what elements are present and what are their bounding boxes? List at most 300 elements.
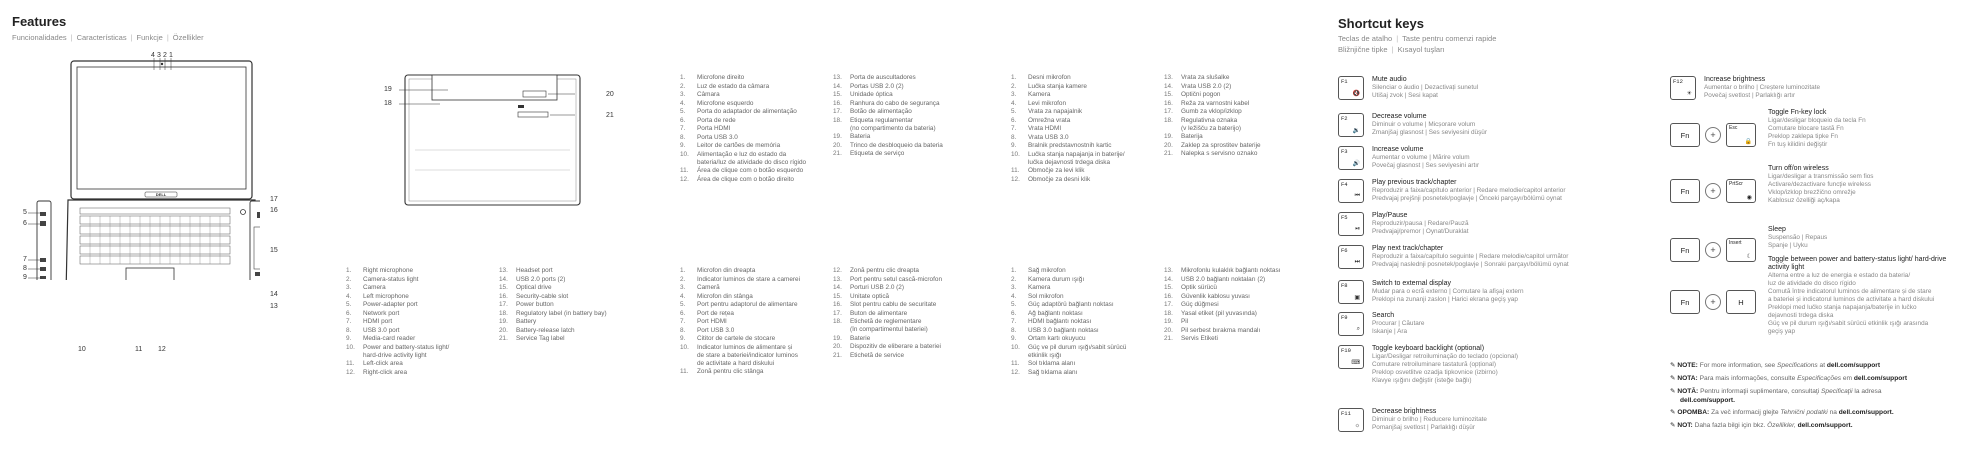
sleep-icon: ☾ xyxy=(1746,254,1752,260)
list-item-line: lučka dejavnosti trdega diska xyxy=(1028,158,1111,166)
list-item-line: Güç adaptörü bağlantı noktası xyxy=(1028,301,1114,308)
subtitle-separator: | xyxy=(166,33,169,42)
list-item-line: Zaklep za sprostitev baterije xyxy=(1181,141,1261,149)
key-f4[interactable] xyxy=(1338,179,1364,203)
list-item-number: 3. xyxy=(680,284,686,291)
list-item-line: Vrata HDMI xyxy=(1028,125,1062,132)
list-item-text xyxy=(1028,293,1161,301)
list-item-line: Porturi USB 2.0 (2) xyxy=(850,284,904,291)
list-item xyxy=(680,276,830,284)
key-label: F11 xyxy=(1341,410,1351,417)
shortcut-title: Play/Pause xyxy=(1372,212,1408,219)
key-f9[interactable] xyxy=(1338,312,1364,336)
key-f1[interactable] xyxy=(1338,76,1364,100)
list-item-line: etkinlik ışığı xyxy=(1028,351,1062,359)
list-item-text xyxy=(850,117,983,133)
note-text: na xyxy=(1827,409,1839,416)
shortcut-description xyxy=(1372,146,1479,170)
list-item-line: Microfone direito xyxy=(697,74,745,81)
list-item-line: Camera-status light xyxy=(363,275,419,283)
list-item-number: 4. xyxy=(680,292,686,300)
shortcut-row xyxy=(1338,212,1469,236)
list-item xyxy=(1011,335,1161,343)
shortcut-translation: Preklopi med lučko stanja napajanja/baterije in lučko xyxy=(1768,304,1917,311)
list-item-number: 16. xyxy=(833,301,842,308)
list-item xyxy=(833,293,983,301)
note-line xyxy=(1670,422,1853,431)
list-item-text xyxy=(1028,176,1161,184)
callout-10: 10 xyxy=(78,346,86,353)
list-item-line: Yasal etiket (pil yuvasında) xyxy=(1181,309,1257,317)
list-item-number: 18. xyxy=(499,309,508,317)
list-item xyxy=(833,267,983,275)
list-item-line: Porta HDMI xyxy=(697,125,731,132)
list-item-line: Indicator luminos de stare a camerei xyxy=(697,275,801,283)
list-item-number: 1. xyxy=(1011,267,1017,274)
list-item-line: Etichetă de service xyxy=(850,351,904,359)
list-item-text xyxy=(1181,267,1314,275)
list-item-number: 12. xyxy=(833,267,842,274)
shortcut-translation: Vklop/izklop brezžično omrežje xyxy=(1768,189,1856,196)
list-item-line: Regulativna oznaka xyxy=(1181,116,1238,124)
list-item-line: Zonă pentru clic stânga xyxy=(697,368,764,375)
list-item-text xyxy=(363,293,496,301)
callout-17: 17 xyxy=(270,196,278,203)
list-item xyxy=(680,267,830,275)
list-item xyxy=(499,310,649,318)
shortcut-subtitle-item: Teclas de atalho xyxy=(1338,34,1393,43)
list-item-number: 1. xyxy=(680,74,686,81)
list-item-number: 20. xyxy=(833,141,842,149)
list-item-line: Levi mikrofon xyxy=(1028,99,1067,107)
list-item-line: HDMI port xyxy=(363,318,393,325)
shortcut-title: Toggle keyboard backlight (optional) xyxy=(1372,345,1485,352)
list-item xyxy=(680,108,830,116)
list-item-number: 2. xyxy=(1011,82,1017,90)
fn-lock-icon: 🔒 xyxy=(1744,139,1752,145)
list-item xyxy=(680,167,830,175)
shortcut-subtitle-2 xyxy=(1338,45,1445,54)
list-item-line: Porta de auscultadores xyxy=(850,74,916,81)
callout-16: 16 xyxy=(270,207,278,214)
key-f12[interactable] xyxy=(1670,76,1696,100)
list-item-number: 8. xyxy=(1011,133,1017,141)
list-item-line: Câmara xyxy=(697,91,720,98)
list-item-number: 11. xyxy=(346,360,355,367)
list-item-number: 5. xyxy=(1011,301,1017,308)
list-item-line: de stare a bateriei/indicator luminos xyxy=(697,351,798,359)
list-item-number: 19. xyxy=(833,334,842,342)
shortcut-row xyxy=(1670,109,1866,149)
list-item-line: Območje za desni klik xyxy=(1028,175,1091,183)
list-item xyxy=(833,100,983,108)
list-item xyxy=(346,360,496,368)
list-item-line: Alimentação e luz do estado da xyxy=(697,150,787,158)
list-item-line: Portas USB 2.0 (2) xyxy=(850,82,904,90)
list-item-text xyxy=(850,100,983,108)
shortcut-translation: Güç ve pil durum ışığı/sabit sürücü etkinlik ışığı arasında xyxy=(1768,320,1929,327)
shortcut-keys-title: Shortcut keys xyxy=(1338,16,1424,31)
key-label: F8 xyxy=(1341,282,1348,289)
list-item xyxy=(1164,335,1314,343)
note-emphasis: Özellikler, xyxy=(1767,422,1796,429)
list-item-text xyxy=(1028,151,1161,167)
list-item-text xyxy=(1028,83,1161,91)
list-item xyxy=(346,318,496,326)
note-pencil-icon: ✎ xyxy=(1670,375,1678,382)
key-f5[interactable] xyxy=(1338,212,1364,236)
list-item-line: Desni mikrofon xyxy=(1028,74,1071,81)
list-item-text xyxy=(1028,369,1161,377)
list-item-line: hard-drive activity light xyxy=(363,351,427,359)
shortcut-row xyxy=(1670,256,1948,336)
list-item-text xyxy=(516,276,649,284)
shortcut-translation: Silenciar o áudio | Dezactivați sunetul xyxy=(1372,84,1479,91)
list-item xyxy=(680,83,830,91)
list-item-line: Security-cable slot xyxy=(516,292,569,300)
list-item xyxy=(1011,176,1161,184)
list-item-line: Vrata za napajalnik xyxy=(1028,108,1083,115)
note-label: NOTE: xyxy=(1677,362,1698,369)
list-item-number: 17. xyxy=(1164,108,1173,115)
note-emphasis: Especificações xyxy=(1797,375,1842,382)
list-item-text xyxy=(850,335,983,343)
shortcut-description xyxy=(1372,212,1469,236)
list-item xyxy=(833,343,983,351)
list-item-line: Port pentru adaptorul de alimentare xyxy=(697,301,798,308)
list-item-number: 14. xyxy=(1164,275,1173,283)
shortcut-row xyxy=(1338,408,1487,432)
shortcut-row xyxy=(1338,312,1424,336)
shortcut-translation: Reproduzir a faixa/capítulo seguinte | Redare melodie/capitol următor xyxy=(1372,253,1569,260)
key-h[interactable]: H xyxy=(1726,290,1756,314)
list-portuguese-a xyxy=(680,74,830,184)
list-item xyxy=(1011,83,1161,91)
list-item-line: Buton de alimentare xyxy=(850,309,908,317)
list-item-line: Regulatory label (in battery bay) xyxy=(516,309,607,317)
list-item xyxy=(833,310,983,318)
note-pencil-icon: ✎ xyxy=(1670,388,1678,395)
list-item-number: 16. xyxy=(499,292,508,300)
note-line xyxy=(1670,375,1907,384)
shortcut-translation: Diminuir o brilho | Reducere luminozitate xyxy=(1372,416,1487,423)
key-label: F6 xyxy=(1341,247,1348,254)
note-text: For more information, see xyxy=(1697,362,1778,369)
list-item xyxy=(833,91,983,99)
list-item-text xyxy=(1181,91,1314,99)
list-item-text xyxy=(850,276,983,284)
list-item-number: 15. xyxy=(499,284,508,291)
list-item-line: Optik sürücü xyxy=(1181,284,1217,291)
callout-4: 4 xyxy=(151,52,155,59)
list-portuguese-b xyxy=(833,74,983,159)
list-item-line: Unidade óptica xyxy=(850,91,893,98)
shortcut-description xyxy=(1768,165,1874,205)
shortcut-description xyxy=(1372,179,1565,203)
list-item xyxy=(1011,301,1161,309)
shortcut-translation: Comută între indicatorul luminos de alimentare și de stare xyxy=(1768,288,1932,295)
list-item-line: Left-click area xyxy=(363,360,403,367)
list-item-text xyxy=(1028,276,1161,284)
list-item-text xyxy=(363,310,496,318)
next-track-icon: ⏭ xyxy=(1354,259,1360,265)
list-item-line: Port pentru setul cască-microfon xyxy=(850,275,942,283)
key-f10[interactable] xyxy=(1338,345,1364,369)
shortcut-translation: Aumentar o brilho | Creștere luminozitate xyxy=(1704,84,1821,91)
key-fn[interactable]: Fn xyxy=(1670,123,1700,147)
list-item-text xyxy=(1028,284,1161,292)
key-fn[interactable]: Fn xyxy=(1670,290,1700,314)
features-subtitle-item: Funkcje xyxy=(136,33,163,42)
list-item-line: USB 3.0 port xyxy=(363,326,400,334)
list-item-text xyxy=(697,134,830,142)
list-item-line: Kamera durum ışığı xyxy=(1028,275,1085,283)
note-text: Para mais informações, consulte xyxy=(1697,375,1798,382)
plus-icon: + xyxy=(1705,127,1721,143)
list-item xyxy=(833,335,983,343)
list-item-line: Bateria xyxy=(850,133,871,140)
shortcut-translation: Predvajaj prejšnji posnetek/poglavje | Önceki parçayı/bölümü oynat xyxy=(1372,195,1562,202)
list-item-number: 21. xyxy=(1164,335,1173,342)
list-item-line: Servis Etiketi xyxy=(1181,335,1218,342)
callout-6: 6 xyxy=(23,220,27,227)
list-item-line: Port HDMI xyxy=(697,318,727,325)
list-item xyxy=(1164,91,1314,99)
list-item xyxy=(1011,284,1161,292)
note-text: em xyxy=(1841,375,1854,382)
list-item-text xyxy=(850,108,983,116)
list-item-line: de activitate a hard diskului xyxy=(697,359,775,367)
list-item-text xyxy=(1028,267,1161,275)
callout-8: 8 xyxy=(23,265,27,272)
subtitle-separator: | xyxy=(1396,34,1399,43)
note-url: dell.com/support xyxy=(1826,362,1881,369)
list-item-line: Camera xyxy=(363,284,386,291)
shortcut-translation: Aumentar o volume | Mărire volum xyxy=(1372,154,1470,161)
shortcut-translation: Ligar/desligar bloqueio da tecla Fn xyxy=(1768,117,1866,124)
list-item xyxy=(346,335,496,343)
list-item-number: 13. xyxy=(1164,267,1173,274)
list-item xyxy=(346,310,496,318)
list-item xyxy=(1011,142,1161,150)
shortcut-row xyxy=(1338,345,1518,385)
list-item-number: 7. xyxy=(680,318,686,325)
shortcut-translation: Activare/dezactivare funcţie wireless xyxy=(1768,181,1872,188)
list-item xyxy=(1164,318,1314,326)
list-item-number: 1. xyxy=(1011,74,1017,81)
list-item-text xyxy=(516,284,649,292)
list-item-text xyxy=(363,301,496,309)
list-item-text xyxy=(1028,318,1161,326)
list-item-line: Network port xyxy=(363,309,400,317)
list-item xyxy=(680,142,830,150)
list-item-number: 5. xyxy=(1011,108,1017,115)
shortcut-title: Switch to external display xyxy=(1372,280,1451,287)
list-item-number: 1. xyxy=(346,267,352,274)
list-item xyxy=(346,327,496,335)
list-item xyxy=(1011,360,1161,368)
list-item-number: 4. xyxy=(680,99,686,107)
list-item-text xyxy=(1028,301,1161,309)
list-item-line: Optical drive xyxy=(516,284,552,291)
list-item-text xyxy=(697,310,830,318)
list-item-line: Microfon din dreapta xyxy=(697,267,756,274)
list-item xyxy=(499,335,649,343)
list-item-number: 12. xyxy=(1011,368,1020,376)
key-f11[interactable] xyxy=(1338,408,1364,432)
list-item-number: 2. xyxy=(346,275,352,283)
list-item-line: Cititor de cartele de stocare xyxy=(697,335,776,342)
list-item-line: Bralnik predstavnostnih kartic xyxy=(1028,142,1112,149)
list-item-text xyxy=(1181,83,1314,91)
key-f6[interactable] xyxy=(1338,245,1364,269)
list-item xyxy=(680,310,830,318)
list-item-text xyxy=(697,176,830,184)
list-item-text xyxy=(516,327,649,335)
key-fn[interactable]: Fn xyxy=(1670,179,1700,203)
callout-5: 5 xyxy=(23,209,27,216)
list-item-number: 3. xyxy=(1011,284,1017,291)
list-item-number: 8. xyxy=(346,326,352,334)
shortcut-translation: luz de atividade do disco rígido xyxy=(1768,280,1856,287)
list-item xyxy=(833,83,983,91)
list-item-text xyxy=(363,284,496,292)
list-item xyxy=(1164,133,1314,141)
shortcut-translation: Predvajaj naslednji posnetek/poglavje | Sonraki parçayı/bölümü oynat xyxy=(1372,261,1569,268)
list-item-number: 6. xyxy=(680,116,686,124)
list-item-line: bateria/luz de atividade do disco rígido xyxy=(697,158,807,166)
list-item-number: 4. xyxy=(346,292,352,300)
list-item xyxy=(680,327,830,335)
list-item-text xyxy=(850,150,983,158)
key-esc[interactable] xyxy=(1726,123,1756,147)
list-item-line: Kamera xyxy=(1028,91,1051,98)
list-item-line: Vrata za slušalke xyxy=(1181,74,1230,81)
list-item-number: 9. xyxy=(680,335,686,342)
list-item-number: 21. xyxy=(499,335,508,342)
list-item-number: 16. xyxy=(833,99,842,107)
list-item xyxy=(680,117,830,125)
key-f2[interactable] xyxy=(1338,113,1364,137)
key-label: F3 xyxy=(1341,148,1348,155)
callout-20: 20 xyxy=(606,91,614,98)
list-item-line: Indicator luminos de alimentare și xyxy=(697,343,793,351)
list-item-number: 5. xyxy=(680,108,686,115)
list-item-line: Trinco de desbloqueio da bateria xyxy=(850,141,943,149)
list-item-number: 7. xyxy=(1011,318,1017,325)
list-item xyxy=(1164,301,1314,309)
list-item-line: Güç düğmesi xyxy=(1181,301,1219,308)
list-item-number: 7. xyxy=(680,125,686,132)
list-item-text xyxy=(1181,117,1314,133)
list-item-text xyxy=(516,267,649,275)
list-item-line: Port de rețea xyxy=(697,309,734,317)
search-icon: ⌕ xyxy=(1356,326,1360,332)
list-item xyxy=(833,142,983,150)
key-fn[interactable]: Fn xyxy=(1670,238,1700,262)
list-item-text xyxy=(1181,276,1314,284)
list-item-number: 6. xyxy=(1011,116,1017,124)
display-switch-icon: ▣ xyxy=(1354,295,1360,301)
list-item xyxy=(499,276,649,284)
list-item-line: Media-card reader xyxy=(363,335,416,342)
list-item-number: 17. xyxy=(833,309,842,317)
list-item xyxy=(1164,276,1314,284)
list-item-text xyxy=(850,83,983,91)
key-label: F2 xyxy=(1341,115,1348,122)
key-label: F12 xyxy=(1673,78,1683,85)
list-item-text xyxy=(516,310,649,318)
list-item-text xyxy=(697,142,830,150)
key-f3[interactable] xyxy=(1338,146,1364,170)
list-item-text xyxy=(1028,91,1161,99)
list-item-text xyxy=(363,327,496,335)
list-item xyxy=(833,284,983,292)
list-item-line: Slot pentru cablu de securitate xyxy=(850,301,937,308)
list-item-line: Omrežna vrata xyxy=(1028,116,1071,124)
list-item-text xyxy=(1181,327,1314,335)
list-item-text xyxy=(1181,150,1314,158)
list-item-text xyxy=(363,267,496,275)
list-item-number: 12. xyxy=(346,368,355,376)
list-item-text xyxy=(850,74,983,82)
list-romanian-b xyxy=(833,267,983,360)
list-item-number: 17. xyxy=(833,108,842,115)
key-prtscr[interactable] xyxy=(1726,179,1756,203)
shortcut-row xyxy=(1338,113,1487,137)
list-item-number: 6. xyxy=(346,309,352,317)
list-item-text xyxy=(1028,125,1161,133)
subtitle-separator: | xyxy=(1391,45,1394,54)
list-item-text xyxy=(1181,74,1314,82)
list-item-line: Nalepka s servisno oznako xyxy=(1181,150,1258,157)
shortcut-translation: Pomanjšaj svetlost | Parlaklığı düşür xyxy=(1372,424,1475,431)
list-item-line: Right-click area xyxy=(363,368,408,376)
list-item-line: Porta USB 3.0 xyxy=(697,133,738,141)
key-label: F10 xyxy=(1341,347,1351,354)
list-item xyxy=(680,91,830,99)
note-url: dell.com/support. xyxy=(1838,409,1894,416)
shortcut-title: Decrease brightness xyxy=(1372,408,1437,415)
shortcut-description xyxy=(1768,256,1948,336)
list-item xyxy=(346,344,496,360)
list-item-text xyxy=(1028,100,1161,108)
list-item-line: USB 2.0 bağlantı noktaları (2) xyxy=(1181,275,1266,283)
list-item-text xyxy=(697,125,830,133)
list-item-text xyxy=(363,369,496,377)
list-item-text xyxy=(697,267,830,275)
list-item-text xyxy=(697,284,830,292)
list-item-number: 19. xyxy=(1164,318,1173,325)
list-item xyxy=(680,335,830,343)
list-item-text xyxy=(1181,310,1314,318)
list-item-line: Mikrofonlu kulaklık bağlantı noktası xyxy=(1181,267,1281,274)
shortcut-translation: Alterna entre a luz de energia e estado da bateria/ xyxy=(1768,272,1911,279)
list-item-number: 21. xyxy=(833,351,842,359)
list-item-number: 9. xyxy=(346,335,352,342)
shortcut-title: Sleep xyxy=(1768,226,1786,233)
list-item-text xyxy=(1181,293,1314,301)
shortcut-translation: geçiş yap xyxy=(1768,328,1795,335)
list-item-text xyxy=(697,293,830,301)
list-item-text xyxy=(850,310,983,318)
key-label: F5 xyxy=(1341,214,1348,221)
list-item xyxy=(499,284,649,292)
list-item-number: 9. xyxy=(1011,335,1017,342)
key-f8[interactable] xyxy=(1338,280,1364,304)
list-item-line: (no compartimento da bateria) xyxy=(850,124,936,132)
list-item xyxy=(346,276,496,284)
